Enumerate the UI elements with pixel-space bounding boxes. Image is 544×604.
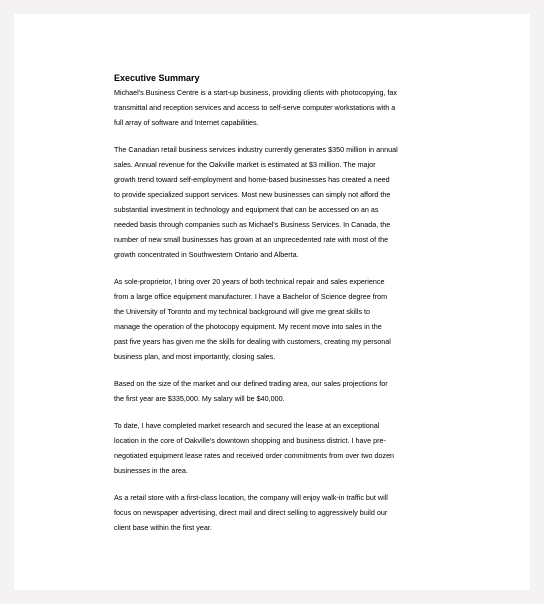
text-line: number of new small businesses has grown at an unprecedented rate with most of the bbox=[114, 235, 389, 244]
text-line: client base within the first year. bbox=[114, 523, 212, 532]
text-line: from a large office equipment manufacturer. I have a Bachelor of Science degree from bbox=[114, 292, 388, 301]
document-page bbox=[14, 14, 530, 590]
paragraph-intro bbox=[114, 85, 436, 130]
text-line: location in the core of Oakville's downtown shopping and business district. I have pre- bbox=[114, 436, 386, 445]
paragraph-marketing bbox=[114, 490, 436, 535]
text-line: the University of Toronto and my technical background will give me great skills to bbox=[114, 307, 370, 316]
executive-summary bbox=[114, 72, 436, 547]
paragraph-projections bbox=[114, 376, 436, 406]
paragraph-progress bbox=[114, 418, 436, 478]
text-line: needed basis through companies such as Michael's Business Services. In Canada, the bbox=[114, 220, 391, 229]
text-line: Based on the size of the market and our defined trading area, our sales projections for bbox=[114, 379, 388, 388]
paragraph-industry bbox=[114, 142, 436, 262]
text-line: Michael's Business Centre is a start-up business, providing clients with photocopying, fax bbox=[114, 88, 398, 97]
text-line: transmittal and reception services and access to self-serve computer workstations with a bbox=[114, 103, 396, 112]
text-line: To date, I have completed market research and secured the lease at an exceptional bbox=[114, 421, 380, 430]
text-line: growth trend toward self-employment and home-based businesses has created a need bbox=[114, 175, 390, 184]
text-line: past five years has given me the skills for dealing with customers, creating my personal bbox=[114, 337, 391, 346]
text-line: growth concentrated in Southwestern Ontario and Alberta. bbox=[114, 250, 299, 259]
text-line: The Canadian retail business services industry currently generates $350 million in annual bbox=[114, 145, 398, 154]
text-line: full array of software and Internet capabilities. bbox=[114, 118, 259, 127]
text-line: manage the operation of the photocopy equipment. My recent move into sales in the bbox=[114, 322, 382, 331]
text-line: the first year are $335,000. My salary will be $40,000. bbox=[114, 394, 285, 403]
page-title: Executive Summary bbox=[114, 73, 200, 83]
text-line: sales. Annual revenue for the Oakville market is estimated at $3 million. The major bbox=[114, 160, 376, 169]
text-line: As a retail store with a first-class location, the company will enjoy walk-in traffic but will bbox=[114, 493, 388, 502]
text-line: businesses in the area. bbox=[114, 466, 188, 475]
paragraph-experience bbox=[114, 274, 436, 364]
text-line: As sole-proprietor, I bring over 20 years of both technical repair and sales experience bbox=[114, 277, 385, 286]
text-line: to provide specialized support services. Most new businesses can simply not afford the bbox=[114, 190, 391, 199]
text-line: substantial investment in technology and equipment that can be accessed on an as bbox=[114, 205, 379, 214]
text-line: business plan, and most importantly, closing sales. bbox=[114, 352, 276, 361]
text-line: focus on newspaper advertising, direct mail and direct selling to aggressively build our bbox=[114, 508, 388, 517]
text-line: negotiated equipment lease rates and received order commitments from over two dozen bbox=[114, 451, 395, 460]
